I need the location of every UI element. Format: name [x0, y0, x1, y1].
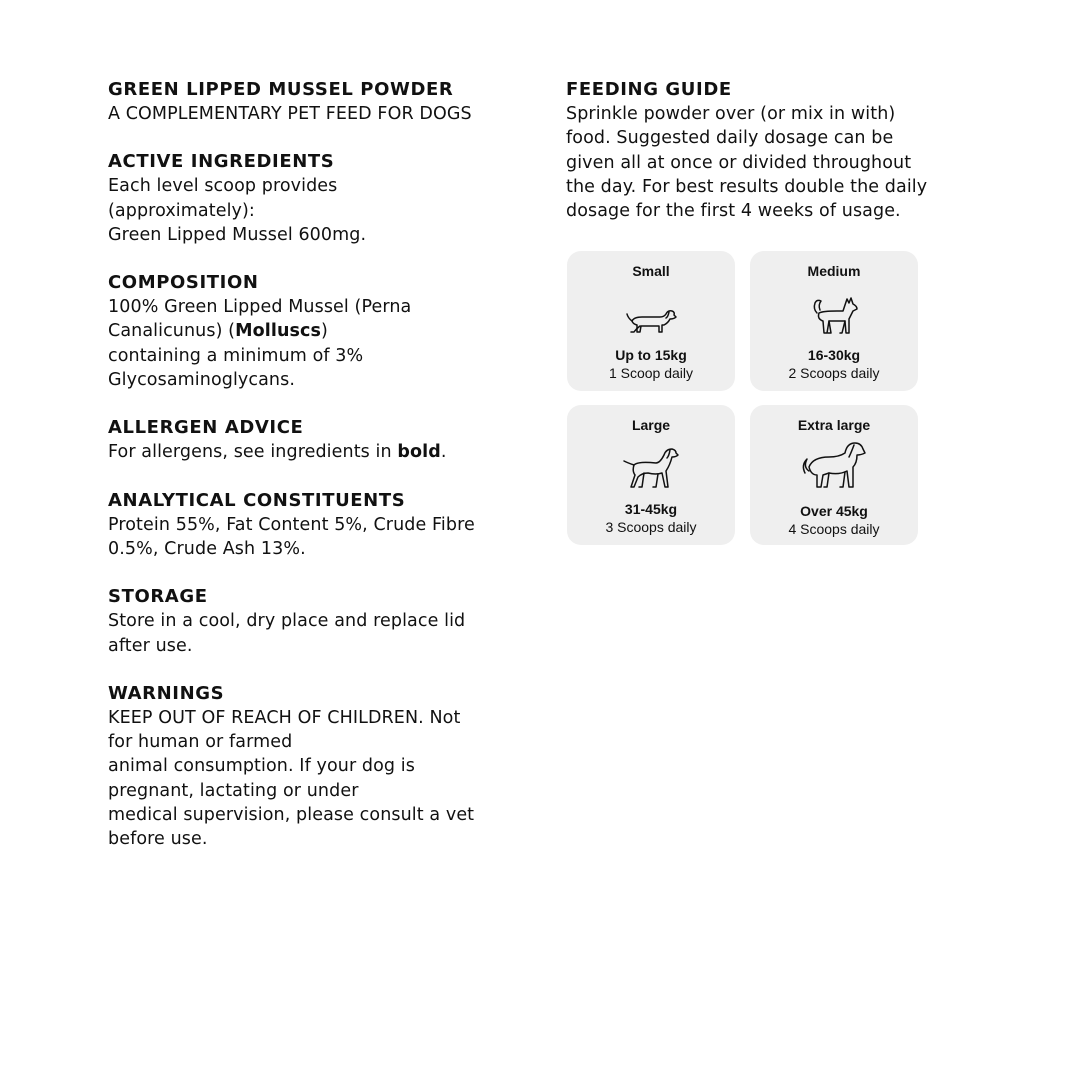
composition-section — [108, 271, 528, 392]
large-dog-icon — [620, 443, 682, 495]
allergen-bold: Molluscs — [235, 321, 322, 342]
dosage-card-large — [567, 405, 735, 545]
card-dose-label: 3 Scoops daily — [605, 519, 697, 535]
product-title: GREEN LIPPED MUSSEL POWDER — [108, 79, 454, 100]
dosage-card-small — [567, 251, 735, 391]
card-weight-label: Up to 15kg — [615, 347, 687, 363]
composition-heading: COMPOSITION — [108, 272, 259, 294]
active-ingredients-section — [108, 150, 528, 247]
feeding-guide-text: Sprinkle powder over (or mix in with) food. Suggested daily dosage can be given all at once or divided throughout the day. For best results double the daily dosage for the first 4 weeks of usage. — [566, 104, 928, 222]
card-size-label: Small — [632, 263, 670, 279]
analytical-heading: ANALYTICAL CONSTITUENTS — [108, 489, 406, 511]
active-ingredients-heading: ACTIVE INGREDIENTS — [108, 151, 335, 173]
feeding-guide-heading: FEEDING GUIDE — [566, 79, 732, 100]
storage-section — [108, 585, 528, 658]
card-dose-label: 2 Scoops daily — [788, 365, 880, 381]
card-weight-label: 16-30kg — [807, 347, 861, 363]
warnings-text: KEEP OUT OF REACH OF CHILDREN. Not for human or farmed animal consumption. If your dog is pregnant, lactating or under medical supervision, please consult a vet before use. — [108, 707, 475, 850]
feeding-guide-column — [566, 78, 986, 223]
warnings-heading: WARNINGS — [108, 682, 225, 704]
medium-dog-icon — [807, 293, 861, 341]
card-dose-label: 1 Scoop daily — [608, 365, 694, 381]
storage-heading: STORAGE — [108, 586, 208, 608]
card-size-label: Medium — [807, 263, 861, 279]
dosage-card-extra-large — [750, 405, 918, 545]
storage-text: Store in a cool, dry place and replace lid after use. — [108, 611, 466, 656]
small-dog-icon — [624, 305, 678, 341]
card-dose-label: 4 Scoops daily — [788, 521, 880, 537]
card-weight-label: 31-45kg — [624, 501, 678, 517]
analytical-section — [108, 489, 528, 562]
active-ingredients-text: Each level scoop provides (approximately): Green Lipped Mussel 600mg. — [108, 176, 367, 245]
product-subtitle: A COMPLEMENTARY PET FEED FOR DOGS — [108, 104, 472, 124]
card-size-label: Large — [631, 417, 671, 433]
allergen-heading: ALLERGEN ADVICE — [108, 417, 304, 439]
warnings-section — [108, 682, 528, 852]
product-section — [108, 78, 528, 126]
allergen-text: For allergens, see ingredients in bold. — [108, 442, 447, 463]
card-size-label: Extra large — [797, 417, 871, 433]
dosage-card-medium — [750, 251, 918, 391]
extra-large-dog-icon — [799, 437, 869, 497]
product-info-column — [108, 78, 528, 876]
analytical-text: Protein 55%, Fat Content 5%, Crude Fibre 0.5%, Crude Ash 13%. — [108, 514, 475, 559]
composition-text: 100% Green Lipped Mussel (Perna Canalicunus) (Molluscs) containing a minimum of 3% Glycosaminoglycans. — [108, 297, 412, 391]
allergen-section — [108, 416, 528, 464]
card-weight-label: Over 45kg — [800, 503, 868, 519]
